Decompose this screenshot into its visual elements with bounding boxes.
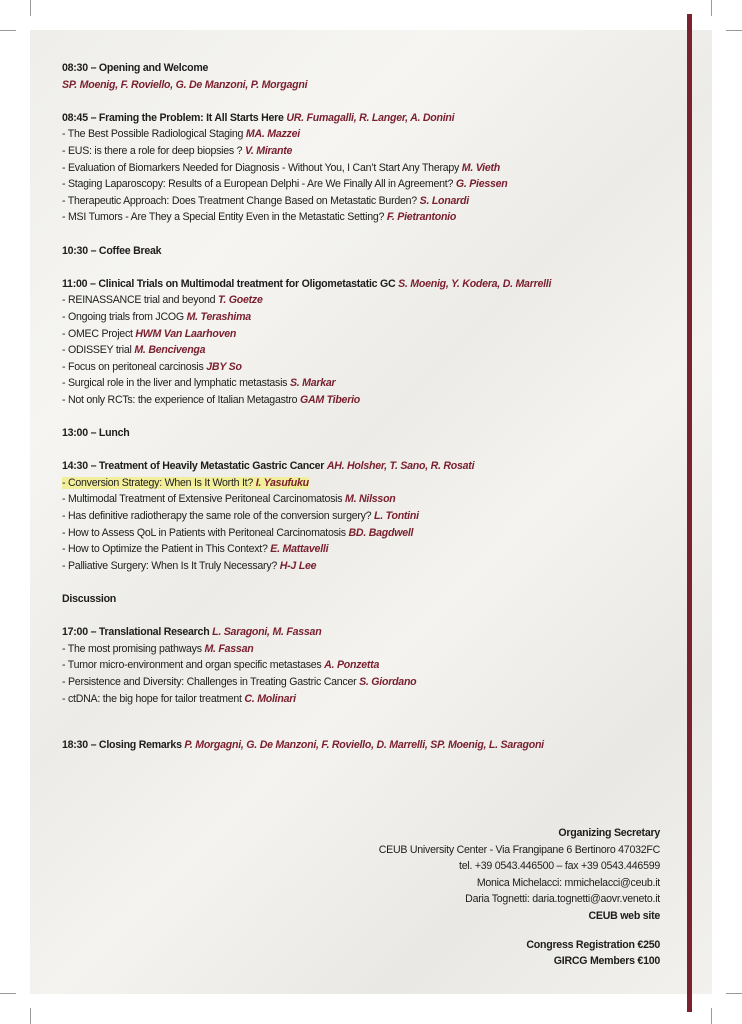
- session-time: 11:00: [62, 277, 88, 290]
- crop-mark: [30, 1008, 31, 1024]
- session-header: [62, 243, 672, 260]
- session-header: [62, 425, 672, 442]
- talk-speaker: M. Bencivenga: [134, 344, 206, 357]
- session-speakers-line: [62, 77, 672, 94]
- session-speakers: SP. Moenig, F. Roviello, G. De Manzoni, P. Morgagni: [62, 78, 308, 91]
- discussion-label: Discussion: [62, 593, 117, 605]
- talk-speaker: S. Giordano: [359, 675, 417, 688]
- talk-title: MSI Tumors - Are They a Special Entity Even in the Metastatic Setting?: [67, 211, 385, 224]
- talk-item: - OMEC Project HWM Van Laarhoven: [62, 327, 237, 340]
- crop-mark: [711, 1008, 712, 1024]
- session-header: [62, 60, 672, 77]
- talk-title: Conversion Strategy: When Is It Worth It?: [67, 476, 254, 489]
- talk-speaker: F. Pietrantonio: [386, 211, 457, 224]
- talk-item: - Evaluation of Biomarkers Needed for Diagnosis - Without You, I Can’t Start Any Therapy M. Vieth: [62, 161, 500, 174]
- session-dash: –: [90, 427, 97, 440]
- talk-item: - Not only RCTs: the experience of Italian Metagastro GAM Tiberio: [62, 393, 360, 406]
- talk-title: Focus on peritoneal carcinosis: [67, 360, 204, 373]
- session-time: 17:00: [62, 626, 88, 639]
- talk-title: How to Assess QoL in Patients with Peritoneal Carcinomatosis: [67, 526, 346, 539]
- talk-title: Therapeutic Approach: Does Treatment Change Based on Metastatic Burden?: [67, 194, 417, 207]
- organizing-secretary-block: [379, 825, 660, 970]
- talk-speaker: M. Vieth: [461, 161, 500, 174]
- talk-item: - Staging Laparoscopy: Results of a European Delphi - Are We Finally All in Agreement? G. Piessen: [62, 178, 508, 191]
- talk-title: Persistence and Diversity: Challenges in Treating Gastric Cancer: [67, 675, 357, 688]
- session-time: 08:45: [62, 111, 88, 124]
- talk-speaker: S. Markar: [289, 377, 336, 390]
- talk-speaker: L. Tontini: [374, 510, 419, 523]
- members-fee: GIRCG Members €100: [553, 955, 660, 968]
- session-dash: –: [90, 62, 97, 74]
- talk-speaker: T. Goetze: [217, 294, 263, 307]
- session-title: Closing Remarks: [98, 739, 182, 752]
- talk-item: - Persistence and Diversity: Challenges in Treating Gastric Cancer S. Giordano: [62, 675, 417, 688]
- session-chairs: P. Morgagni, G. De Manzoni, F. Roviello, D. Marrelli, SP. Moenig, L. Saragoni: [184, 739, 544, 752]
- accent-vertical-rule: [687, 14, 692, 1012]
- talk-item: - The Best Possible Radiological Staging MA. Mazzei: [62, 128, 300, 141]
- talk-title: The most promising pathways: [67, 642, 202, 655]
- talk-item: - ctDNA: the big hope for tailor treatment C. Molinari: [62, 692, 296, 705]
- talk-item: - ODISSEY trial M. Bencivenga: [62, 344, 206, 357]
- talk-speaker: E. Mattavelli: [270, 543, 329, 556]
- session-time: 18:30: [62, 739, 88, 752]
- session-chairs: UR. Fumagalli, R. Langer, A. Donini: [286, 111, 455, 124]
- talk-speaker: M. Nilsson: [345, 493, 396, 506]
- crop-mark: [0, 993, 16, 994]
- talk-title: The Best Possible Radiological Staging: [67, 128, 244, 141]
- talk-item: - EUS: is there a role for deep biopsies ? V. Mirante: [62, 144, 293, 157]
- talk-title: Tumor micro-environment and organ specific metastases: [67, 659, 322, 672]
- crop-mark: [711, 0, 712, 16]
- crop-mark: [726, 993, 742, 994]
- session-time: 14:30: [62, 460, 88, 473]
- session-title: Lunch: [98, 427, 130, 440]
- talk-item: - How to Assess QoL in Patients with Peritoneal Carcinomatosis BD. Bagdwell: [62, 526, 414, 539]
- crop-mark: [0, 30, 16, 31]
- talk-speaker: M. Terashima: [186, 310, 251, 323]
- talk-item: - Ongoing trials from JCOG M. Terashima: [62, 310, 251, 323]
- session-header: [62, 110, 672, 127]
- talk-speaker: V. Mirante: [245, 144, 293, 157]
- session-header: [62, 276, 672, 293]
- session-title: Coffee Break: [98, 244, 162, 257]
- session-time: 08:30: [62, 62, 88, 74]
- session-chairs: S. Moenig, Y. Kodera, D. Marrelli: [398, 277, 552, 290]
- highlight-mark: - Conversion Strategy: When Is It Worth It? I. Yasufuku: [62, 476, 309, 489]
- talk-speaker: C. Molinari: [244, 692, 296, 705]
- talk-item: - Surgical role in the liver and lymphatic metastasis S. Markar: [62, 377, 336, 390]
- talk-title: Staging Laparoscopy: Results of a European Delphi - Are We Finally All in Agreement?: [67, 178, 454, 191]
- session-dash: –: [90, 626, 97, 639]
- talk-item: - Has definitive radiotherapy the same role of the conversion surgery? L. Tontini: [62, 510, 419, 523]
- crop-mark: [726, 30, 742, 31]
- talk-speaker: JBY So: [206, 360, 242, 373]
- talk-speaker: A. Ponzetta: [324, 659, 380, 672]
- talk-item: - REINASSANCE trial and beyond T. Goetze: [62, 294, 263, 307]
- talk-item: - MSI Tumors - Are They a Special Entity Even in the Metastatic Setting? F. Pietrantonio: [62, 211, 457, 224]
- program-schedule: [62, 60, 672, 754]
- talk-item: - Focus on peritoneal carcinosis JBY So: [62, 360, 242, 373]
- talk-title: Evaluation of Biomarkers Needed for Diagnosis - Without You, I Can’t Start Any Therapy: [67, 161, 460, 174]
- talk-speaker: HWM Van Laarhoven: [135, 327, 237, 340]
- session-dash: –: [90, 244, 97, 257]
- session-title: Treatment of Heavily Metastatic Gastric Cancer: [98, 460, 325, 473]
- talk-speaker: BD. Bagdwell: [348, 526, 414, 539]
- talk-speaker: M. Fassan: [204, 642, 254, 655]
- secretary-heading: Organizing Secretary: [558, 827, 660, 839]
- talk-title: EUS: is there a role for deep biopsies ?: [67, 144, 243, 157]
- secretary-phone: tel. +39 0543.446500 – fax +39 0543.446599: [459, 860, 660, 873]
- secretary-contact: Daria Tognetti: daria.tognetti@aovr.veneto.it: [465, 893, 660, 906]
- secretary-contact: Monica Michelacci: mmichelacci@ceub.it: [476, 876, 660, 889]
- talk-speaker: S. Lonardi: [419, 194, 469, 207]
- talk-item: - Therapeutic Approach: Does Treatment Change Based on Metastatic Burden? S. Lonardi: [62, 194, 469, 207]
- talk-item: - Multimodal Treatment of Extensive Peritoneal Carcinomatosis M. Nilsson: [62, 493, 396, 506]
- talk-title: Surgical role in the liver and lymphatic metastasis: [67, 377, 288, 390]
- talk-title: REINASSANCE trial and beyond: [67, 294, 216, 307]
- talk-speaker: G. Piessen: [455, 178, 508, 191]
- session-header: [62, 737, 672, 754]
- secretary-website-link[interactable]: CEUB web site: [588, 909, 660, 922]
- crop-mark: [30, 0, 31, 16]
- session-title: Opening and Welcome: [98, 62, 209, 74]
- talk-item: - The most promising pathways M. Fassan: [62, 642, 254, 655]
- session-chairs: AH. Holsher, T. Sano, R. Rosati: [326, 460, 475, 473]
- session-header: [62, 458, 672, 475]
- session-time: 10:30: [62, 244, 88, 257]
- session-header: [62, 624, 672, 641]
- talk-speaker: MA. Mazzei: [245, 128, 300, 141]
- session-title: Framing the Problem: It All Starts Here: [98, 111, 284, 124]
- talk-title: ctDNA: the big hope for tailor treatment: [67, 692, 242, 705]
- session-time: 13:00: [62, 427, 88, 440]
- registration-fee: Congress Registration €250: [526, 938, 660, 951]
- talk-title: Palliative Surgery: When Is It Truly Necessary?: [67, 559, 278, 572]
- talk-speaker: H-J Lee: [279, 559, 317, 572]
- session-title: Clinical Trials on Multimodal treatment for Oligometastatic GC: [98, 277, 396, 290]
- talk-title: Not only RCTs: the experience of Italian Metagastro: [67, 393, 298, 406]
- talk-title: Has definitive radiotherapy the same role of the conversion surgery?: [67, 510, 372, 523]
- talk-title: OMEC Project: [67, 327, 133, 340]
- talk-title: ODISSEY trial: [67, 344, 132, 357]
- talk-item: - How to Optimize the Patient in This Context? E. Mattavelli: [62, 543, 329, 556]
- session-dash: –: [90, 460, 97, 473]
- session-chairs: L. Saragoni, M. Fassan: [212, 626, 322, 639]
- talk-item: - Palliative Surgery: When Is It Truly Necessary? H-J Lee: [62, 559, 317, 572]
- talk-speaker: GAM Tiberio: [299, 393, 360, 406]
- talk-title: Ongoing trials from JCOG: [67, 310, 184, 323]
- secretary-address: CEUB University Center - Via Frangipane 6 Bertinoro 47032FC: [378, 843, 660, 856]
- talk-item-highlighted: [62, 475, 672, 492]
- session-title: Translational Research: [98, 626, 210, 639]
- talk-item: - Tumor micro-environment and organ specific metastases A. Ponzetta: [62, 659, 380, 672]
- talk-title: Multimodal Treatment of Extensive Peritoneal Carcinomatosis: [67, 493, 343, 506]
- session-dash: –: [90, 111, 97, 124]
- talk-speaker: I. Yasufuku: [255, 476, 309, 489]
- session-dash: –: [89, 277, 96, 290]
- session-dash: –: [90, 739, 97, 752]
- talk-title: How to Optimize the Patient in This Context?: [67, 543, 268, 556]
